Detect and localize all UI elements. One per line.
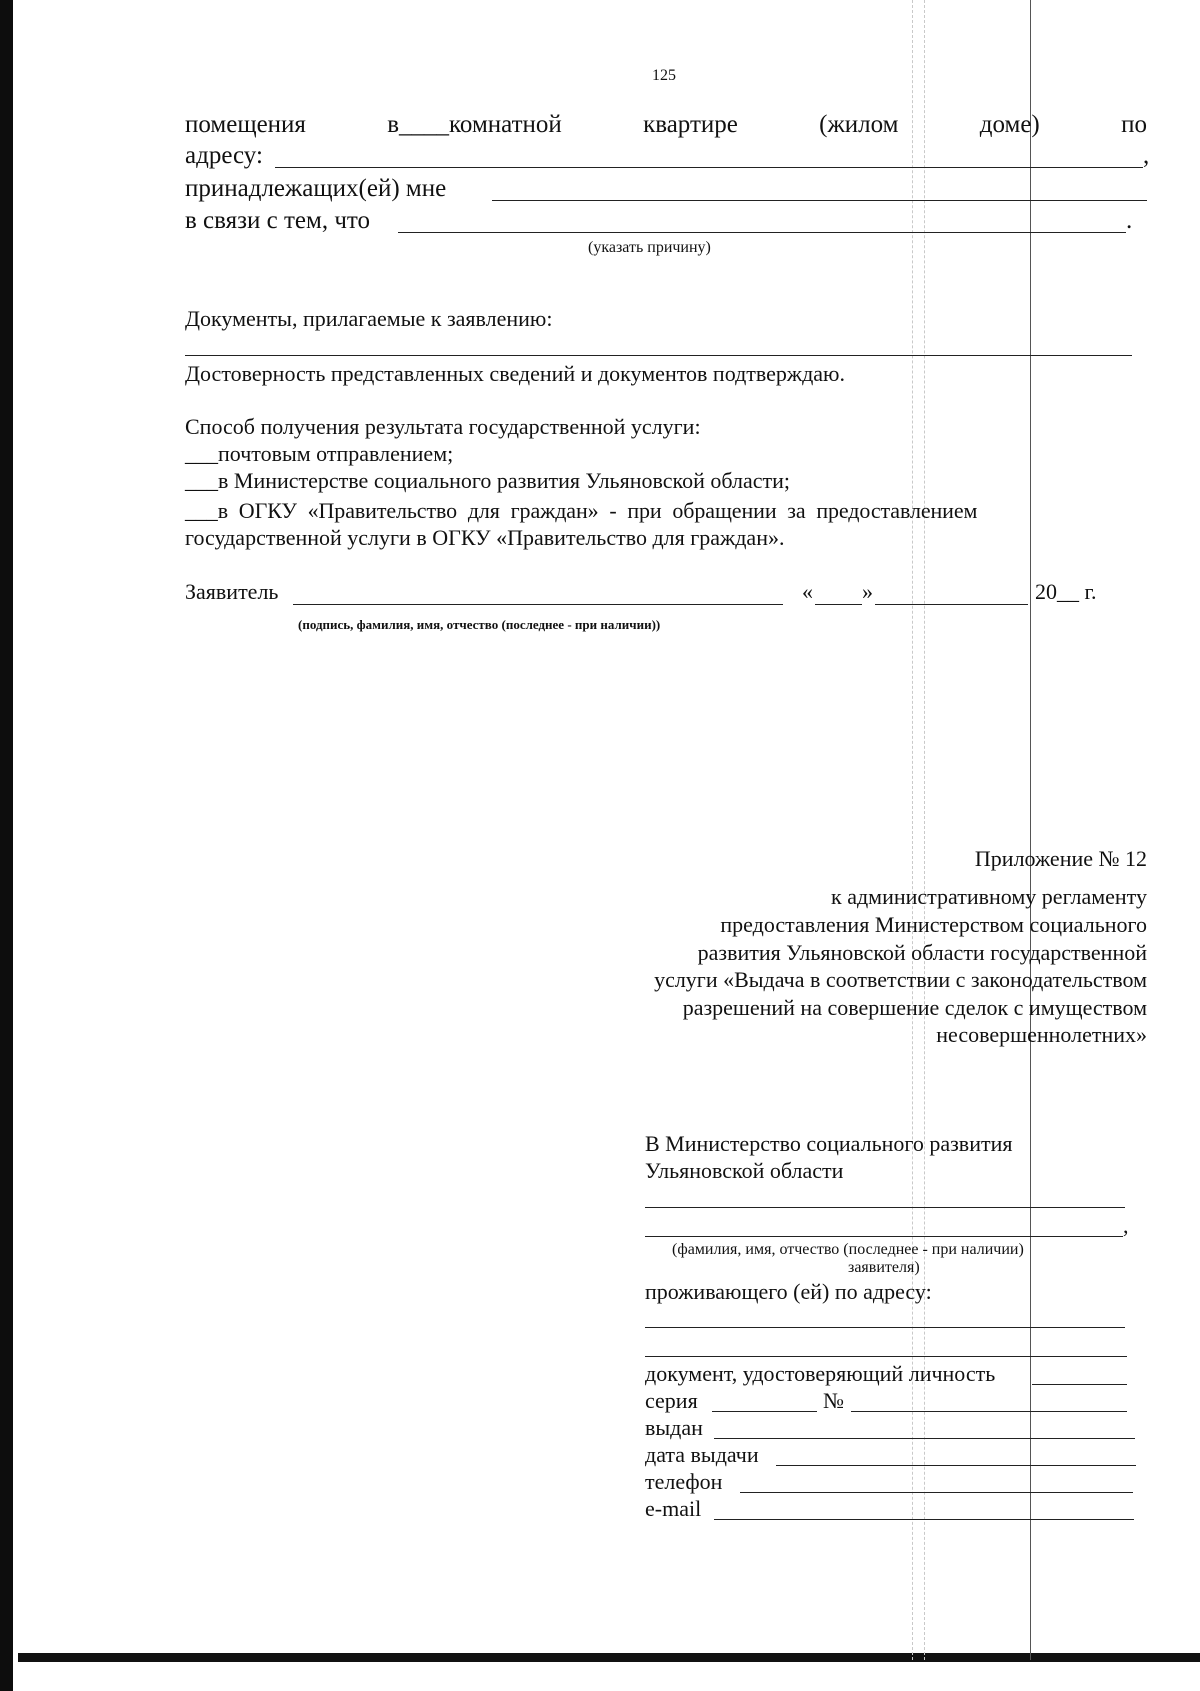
owner-label: принадлежащих(ей) мне [185, 175, 447, 202]
date-quote-close: » [862, 579, 873, 604]
page-number: 125 [652, 67, 676, 84]
issued-field[interactable] [714, 1438, 1135, 1439]
appendix-title: Приложение № 12 [974, 846, 1147, 871]
reason-end: . [1126, 207, 1133, 234]
addressee-line: Ульяновской области [645, 1158, 844, 1183]
reason-field[interactable] [398, 232, 1126, 233]
residence-field[interactable] [645, 1327, 1125, 1328]
documents-label: Документы, прилагаемые к заявлению: [185, 306, 553, 331]
applicant-name-field[interactable] [645, 1207, 1125, 1208]
appendix-line: несовершеннолетних» [936, 1022, 1147, 1047]
address-end: , [1143, 142, 1150, 169]
date-quote-open: « [802, 579, 813, 604]
name-hint-cont: заявителя) [848, 1259, 920, 1276]
reason-hint: (указать причину) [588, 239, 711, 256]
property-word: в____комнатной [387, 111, 562, 138]
delivery-option-ministry[interactable]: ___в Министерстве социального развития Ульяновской области; [185, 468, 790, 493]
residence-label: проживающего (ей) по адресу: [645, 1279, 932, 1304]
appendix-line: развития Ульяновской области государственной [697, 940, 1147, 965]
email-field[interactable] [714, 1519, 1134, 1520]
delivery-option-mail[interactable]: ___почтовым отправлением; [185, 441, 454, 466]
appendix-line: к административному регламенту [831, 884, 1147, 909]
scan-left-edge [0, 0, 13, 1691]
phone-field[interactable] [740, 1492, 1133, 1493]
phone-label: телефон [645, 1469, 723, 1494]
issue-date-label: дата выдачи [645, 1442, 759, 1467]
confirmation-text: Достоверность представленных сведений и документов подтверждаю. [185, 361, 845, 386]
signature-hint: (подпись, фамилия, имя, отчество (последнее - при наличии)) [298, 617, 661, 632]
property-word: помещения [185, 111, 306, 138]
number-label: № [823, 1388, 844, 1413]
applicant-name-field-2[interactable] [645, 1236, 1123, 1237]
appendix-line: предоставления Министерством социального [720, 912, 1147, 937]
name-end: , [1123, 1213, 1129, 1238]
address-field[interactable] [275, 167, 1143, 168]
issued-label: выдан [645, 1415, 703, 1440]
id-document-field[interactable] [1032, 1384, 1127, 1385]
residence-field-2[interactable] [645, 1356, 1127, 1357]
delivery-option-mfc-cont: государственной услуги в ОГКУ «Правительство для граждан». [185, 525, 785, 550]
delivery-option-mfc[interactable]: ___в ОГКУ «Правительство для граждан» - при обращении за предоставлением [185, 498, 978, 523]
property-line [185, 110, 1147, 140]
date-month-field[interactable] [875, 604, 1028, 605]
appendix-line: услуги «Выдача в соответствии с законодательством [654, 967, 1147, 992]
date-year: 20__ г. [1035, 579, 1097, 604]
documents-field[interactable] [185, 355, 1132, 356]
scan-bottom-edge [18, 1653, 1200, 1662]
property-word: квартире [643, 111, 738, 138]
series-field[interactable] [712, 1411, 817, 1412]
address-label: адресу: [185, 142, 263, 169]
number-field[interactable] [851, 1411, 1127, 1412]
delivery-heading: Способ получения результата государственной услуги: [185, 414, 701, 439]
series-label: серия [645, 1388, 698, 1413]
property-word: по [1121, 111, 1147, 138]
property-word: (жилом [819, 111, 899, 138]
id-document-label: документ, удостоверяющий личность [645, 1361, 996, 1386]
issue-date-field[interactable] [776, 1465, 1136, 1466]
owner-field[interactable] [492, 200, 1147, 201]
email-label: e-mail [645, 1496, 702, 1521]
property-word: доме) [979, 111, 1040, 138]
applicant-signature-field[interactable] [293, 604, 783, 605]
name-hint: (фамилия, имя, отчество (последнее - при наличии) [672, 1241, 1024, 1258]
applicant-label: Заявитель [185, 579, 279, 604]
reason-label: в связи с тем, что [185, 207, 370, 234]
appendix-line: разрешений на совершение сделок с имуществом [682, 995, 1147, 1020]
addressee-line: В Министерство социального развития [645, 1131, 1013, 1156]
date-day-field[interactable] [815, 604, 862, 605]
